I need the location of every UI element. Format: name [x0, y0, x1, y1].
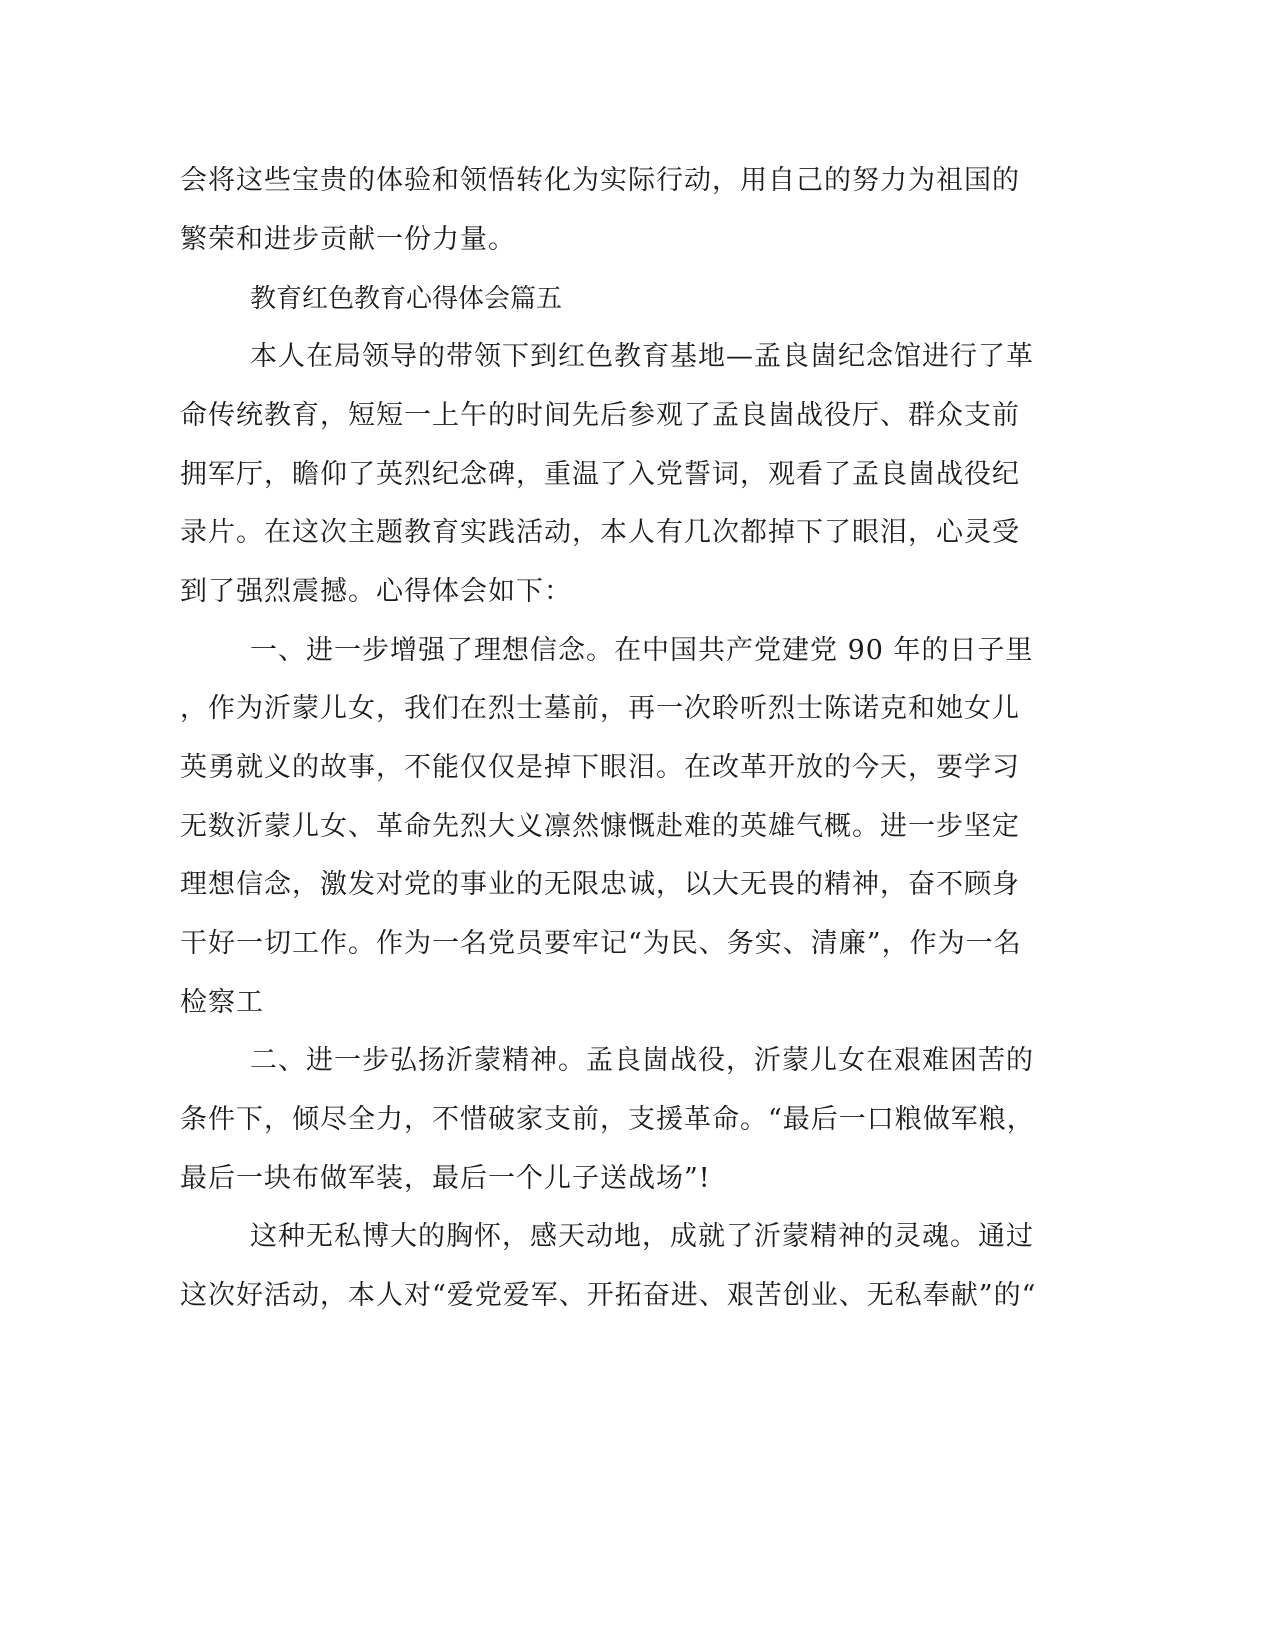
text-line: 这次好活动，本人对“爱党爱军、开拓奋进、艰苦创业、无私奉献”的“ — [180, 1280, 1037, 1311]
text-line: 理想信念，激发对党的事业的无限忠诚，以大无畏的精神，奋不顾身 — [180, 869, 1020, 900]
text-line: 繁荣和进步贡献一份力量。 — [180, 224, 516, 255]
text-line: 检察工 — [180, 987, 264, 1018]
text-line: 一、进一步增强了理想信念。在中国共产党建党 90 年的日子里 — [250, 635, 1034, 666]
text-line: 这种无私博大的胸怀，感天动地，成就了沂蒙精神的灵魂。通过 — [250, 1221, 1034, 1252]
text-line: ，作为沂蒙儿女，我们在烈士墓前，再一次聆听烈士陈诺克和她女儿 — [180, 693, 1020, 724]
text-line: 条件下，倾尽全力，不惜破家支前，支援革命。“最后一口粮做军粮， — [180, 1104, 1035, 1135]
text-line: 拥军厅，瞻仰了英烈纪念碑，重温了入党誓词，观看了孟良崮战役纪 — [180, 459, 1020, 490]
text-line: 会将这些宝贵的体验和领悟转化为实际行动，用自己的努力为祖国的 — [180, 165, 1020, 196]
text-line: 最后一块布做军装，最后一个儿子送战场”! — [180, 1163, 711, 1194]
text-line: 命传统教育，短短一上午的时间先后参观了孟良崮战役厅、群众支前 — [180, 400, 1020, 431]
text-line: 无数沂蒙儿女、革命先烈大义凛然慷慨赴难的英雄气概。进一步坚定 — [180, 811, 1020, 842]
text-line: 二、进一步弘扬沂蒙精神。孟良崮战役，沂蒙儿女在艰难困苦的 — [250, 1045, 1034, 1076]
text-line: 本人在局领导的带领下到红色教育基地—孟良崮纪念馆进行了革 — [250, 341, 1034, 372]
text-line: 录片。在这次主题教育实践活动，本人有几次都掉下了眼泪，心灵受 — [180, 517, 1020, 548]
section-title: 教育红色教育心得体会篇五 — [250, 284, 563, 314]
text-line: 到了强烈震撼。心得体会如下： — [180, 576, 572, 607]
text-line: 英勇就义的故事，不能仅仅是掉下眼泪。在改革开放的今天，要学习 — [180, 752, 1020, 783]
text-line: 干好一切工作。作为一名党员要牢记“为民、务实、清廉”，作为一名 — [180, 928, 1022, 959]
